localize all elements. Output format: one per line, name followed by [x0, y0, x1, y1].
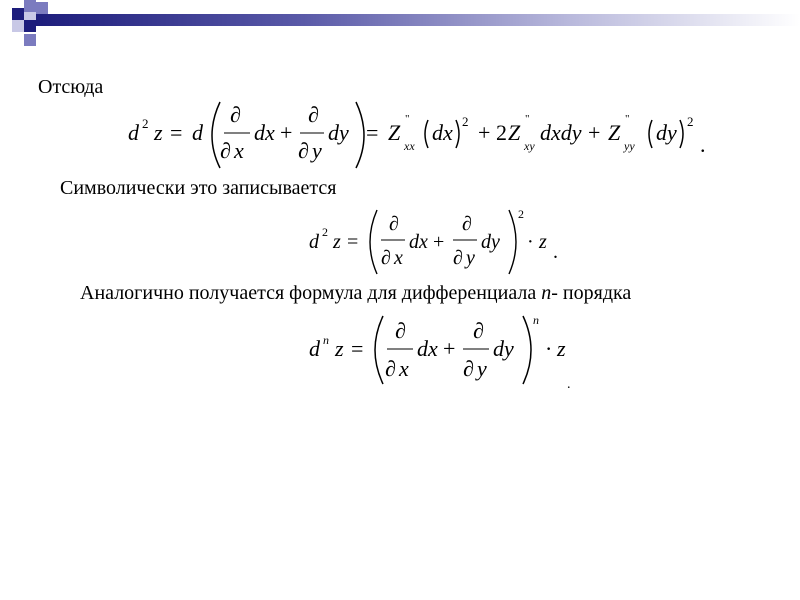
f3-y: y — [477, 356, 487, 381]
f2-partial-bot2: ∂ — [453, 247, 463, 269]
f1-partial-top1: ∂ — [230, 102, 241, 127]
f1-plus: + — [280, 120, 293, 145]
f2-partial-top1: ∂ — [389, 213, 399, 235]
formula-3-svg — [305, 308, 590, 392]
text-analogously-n: n — [541, 282, 552, 304]
text-analogously-part1: Аналогично получается формула для дифференциала — [80, 282, 542, 304]
formula-second-differential — [120, 96, 720, 181]
f1-partial-bot1: ∂ — [220, 138, 231, 163]
f2-plus: + — [433, 231, 445, 253]
text-analogously-part2: - порядка — [551, 282, 632, 304]
f1-Z1: Z — [388, 120, 401, 145]
f2-z2: z — [539, 231, 547, 253]
f3-partial-top2: ∂ — [473, 318, 484, 343]
f1-sub-xy: xy — [524, 139, 535, 153]
f3-period: . — [567, 377, 571, 392]
f3-eq: = — [351, 336, 364, 361]
f2-period: . — [553, 241, 558, 263]
f3-partial-top1: ∂ — [395, 318, 406, 343]
f2-x: x — [394, 247, 403, 269]
f1-dy2: dy — [656, 120, 677, 145]
f1-lparen — [212, 102, 220, 168]
f1-eq: = — [170, 120, 183, 145]
f1-x: x — [234, 138, 244, 163]
f3-dot: · — [545, 336, 553, 361]
f1-dprime1: " — [405, 113, 410, 125]
f3-n-outer: n — [533, 313, 539, 327]
deco-square — [24, 34, 36, 46]
f2-partial-top2: ∂ — [462, 213, 472, 235]
f2-dot: · — [527, 231, 534, 253]
f2-rparen — [509, 210, 516, 274]
f1-d: d — [128, 120, 139, 145]
text-symbolically: Символически это записывается — [60, 177, 337, 199]
f2-partial-bot1: ∂ — [381, 247, 391, 269]
text-analogously — [80, 282, 631, 305]
f1-lparen-dy — [649, 120, 652, 148]
f2-lparen — [370, 210, 377, 274]
f1-plus3: + — [588, 120, 601, 145]
f3-z: z — [335, 336, 344, 361]
f3-n: n — [323, 333, 329, 347]
f3-d: d — [309, 336, 320, 361]
f1-sq2: 2 — [462, 114, 469, 129]
f3-dx: dx — [417, 336, 438, 361]
f1-Z3: Z — [608, 120, 621, 145]
f1-rparen-dx — [456, 120, 459, 148]
f3-plus: + — [443, 336, 456, 361]
f1-rparen-dy — [680, 120, 683, 148]
f2-eq: = — [347, 231, 359, 253]
f1-sq: 2 — [142, 116, 149, 131]
formula-1-svg — [120, 96, 720, 176]
f1-z: z — [154, 120, 163, 145]
f3-lparen — [375, 316, 383, 384]
f1-rparen — [356, 102, 364, 168]
f1-plus2: + — [478, 120, 491, 145]
deco-square — [12, 8, 24, 20]
deco-square — [36, 2, 48, 14]
f1-coef: 2 — [496, 120, 507, 145]
f3-z2: z — [557, 336, 566, 361]
f1-dprime2: " — [525, 113, 530, 125]
f1-lparen-dx — [425, 120, 428, 148]
f2-sq: 2 — [322, 225, 328, 239]
formula-2-svg — [305, 200, 575, 280]
f1-Z2: Z — [508, 120, 521, 145]
f1-y: y — [312, 138, 322, 163]
f3-dy: dy — [493, 336, 514, 361]
deco-square — [24, 20, 36, 32]
f2-sq-outer: 2 — [518, 207, 524, 221]
f1-dy: dy — [328, 120, 349, 145]
formula-nth-differential — [305, 308, 590, 397]
deco-square — [24, 0, 36, 12]
f2-z: z — [333, 231, 341, 253]
slide-header-decoration — [0, 0, 800, 56]
f3-partial-bot1: ∂ — [385, 356, 396, 381]
f1-partial-bot2: ∂ — [298, 138, 309, 163]
f1-dxdy: dxdy — [540, 120, 582, 145]
f1-sub-xx: xx — [404, 139, 415, 153]
f2-dx: dx — [409, 231, 428, 253]
f1-eq2: = — [366, 120, 379, 145]
f1-sq3: 2 — [687, 114, 694, 129]
f1-d2: d — [192, 120, 203, 145]
f1-dprime3: " — [625, 113, 630, 125]
f2-dy: dy — [481, 231, 500, 253]
f1-dx: dx — [254, 120, 275, 145]
f1-partial-top2: ∂ — [308, 102, 319, 127]
f1-sub-yy: yy — [624, 139, 635, 153]
f1-period: . — [700, 132, 706, 157]
deco-square — [12, 20, 24, 32]
formula-symbolic-second — [305, 200, 575, 285]
f3-x: x — [399, 356, 409, 381]
f2-d: d — [309, 231, 319, 253]
f3-rparen — [523, 316, 531, 384]
f3-partial-bot2: ∂ — [463, 356, 474, 381]
f2-y: y — [466, 247, 475, 269]
f1-dx2: dx — [432, 120, 453, 145]
text-otsyuda: Отсюда — [38, 76, 104, 98]
title-gradient-bar — [36, 14, 800, 26]
